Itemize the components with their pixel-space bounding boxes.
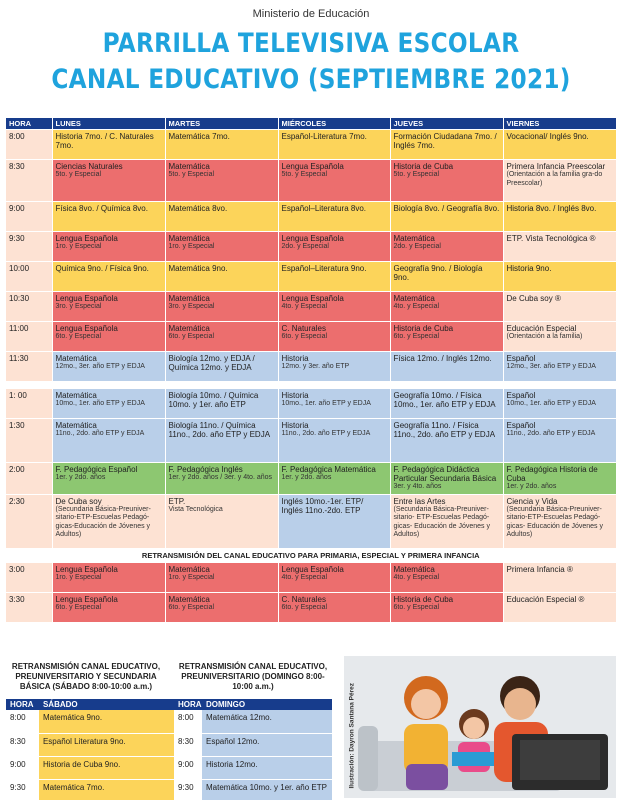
hour-cell: 11:00 <box>6 322 52 352</box>
schedule-cell <box>390 463 503 495</box>
hour-cell: 11:30 <box>6 352 52 382</box>
subject-label: Geografía 9no. / Biología 9no. <box>393 264 483 282</box>
subject-label: Física 12mo. / Inglés 12mo. <box>393 354 492 363</box>
schedule-cell <box>278 562 390 592</box>
subject-label: Matemática <box>55 354 97 363</box>
grade-label: 1er. y 2do. años <box>506 483 557 490</box>
schedule-cell <box>390 562 503 592</box>
table-row <box>6 562 616 592</box>
grade-label: 6to. y Especial <box>393 603 440 611</box>
hour-cell: 3:30 <box>6 592 52 622</box>
subject-label: Matemática <box>393 234 435 243</box>
schedule-cell <box>278 494 390 548</box>
schedule-cell <box>390 202 503 232</box>
schedule-cell <box>165 262 278 292</box>
schedule-cell <box>165 494 278 548</box>
table-row <box>6 130 616 160</box>
grade-label: 6to. y Especial <box>281 603 328 611</box>
subject-label: Lengua Española <box>281 162 344 171</box>
schedule-cell <box>165 202 278 232</box>
grade-label: 1ro. y Especial <box>55 243 102 250</box>
list-item <box>6 733 192 756</box>
subject-label: Lengua Española <box>55 564 118 574</box>
subject-label: Matemática <box>393 294 435 303</box>
schedule-cell <box>165 292 278 322</box>
column-header-2: MARTES <box>165 118 278 130</box>
table-row <box>6 262 616 292</box>
page-title-line2: CANAL EDUCATIVO (SEPTIEMBRE 2021) <box>51 64 571 95</box>
schedule-cell <box>278 160 390 202</box>
schedule-cell <box>390 389 503 419</box>
schedule-cell <box>52 494 165 548</box>
subject-label: Lengua Española <box>281 234 344 243</box>
subject-label: Historia <box>281 391 309 400</box>
subject-label: Español–Literatura 8vo. <box>281 204 366 213</box>
schedule-cell <box>52 130 165 160</box>
illustration-credit: Ilustración: Dayron Santana Pérez <box>348 683 356 789</box>
table-row <box>6 202 616 232</box>
schedule-cell <box>165 389 278 419</box>
subject-label: Matemática <box>55 391 97 400</box>
hour-cell: 1:30 <box>6 419 52 463</box>
schedule-cell <box>165 160 278 202</box>
schedule-cell <box>52 160 165 202</box>
grade-label: 5to. y Especial <box>55 171 102 178</box>
schedule-cell <box>278 262 390 292</box>
subject-label: Entre las Artes <box>393 496 446 506</box>
list-item <box>6 710 192 733</box>
hour-cell: 8:30 <box>6 160 52 202</box>
schedule-cell <box>52 292 165 322</box>
hour-cell: 8:00 <box>6 130 52 160</box>
grade-label: 11no., 2do. año ETP y EDJA <box>281 430 371 437</box>
subject-label: Biología 10mo. / Química 10mo. y 1er. año ETP <box>168 391 259 409</box>
sunday-table <box>174 699 332 800</box>
schedule-cell <box>278 592 390 622</box>
schedule-cell <box>390 232 503 262</box>
table-row <box>6 419 616 463</box>
subject-label: Historia 9no. <box>506 264 552 273</box>
schedule-cell <box>52 352 165 382</box>
grade-label: (Secundaria Básica-Preuniver-sitario-ETP-Escuelas Pedagó-gicas-Educación de Jóvenes y Adultos) <box>55 505 151 538</box>
hour-cell: 8:30 <box>174 733 202 756</box>
grade-label: 4to. y Especial <box>393 573 440 581</box>
grade-label: 6to. y Especial <box>168 603 215 611</box>
subject-label: Formación Ciudadana 7mo. / Inglés 7mo. <box>393 132 497 150</box>
subject-label: Español–Literatura 9no. <box>281 264 367 273</box>
hour-cell: 2:30 <box>6 494 52 548</box>
subject-label: Geografía 11no. / Física 11no., 2do. año ETP y EDJA <box>393 421 496 439</box>
grade-label: 4to. y Especial <box>281 573 328 581</box>
grade-label: 6to. y Especial <box>55 333 102 340</box>
table-row <box>6 160 616 202</box>
subject-label: Lengua Española <box>55 324 118 333</box>
grade-label: 5to. y Especial <box>393 171 440 178</box>
saturday-day-header: SÁBADO <box>39 699 192 710</box>
subject-label: Historia <box>281 421 309 430</box>
schedule-cell <box>390 592 503 622</box>
schedule-cell <box>165 562 278 592</box>
subject-label: Matemática 9no. <box>168 264 228 273</box>
schedule-cell <box>503 202 616 232</box>
schedule-cell <box>52 562 165 592</box>
schedule-cell <box>390 292 503 322</box>
schedule-cell <box>278 463 390 495</box>
grade-label: 4to. y Especial <box>393 303 440 310</box>
grade-label: 11no., 2do. año ETP y EDJA <box>55 430 145 437</box>
schedule-cell <box>165 322 278 352</box>
hour-cell: 2:00 <box>6 463 52 495</box>
grade-label: 12mo., 3er. año ETP y EDJA <box>506 363 596 370</box>
table-row <box>6 592 616 622</box>
schedule-cell <box>278 419 390 463</box>
grade-label: 3ro. y Especial <box>168 303 215 310</box>
hour-cell: 8:00 <box>6 710 39 733</box>
table-row <box>6 232 616 262</box>
saturday-table <box>6 699 192 800</box>
list-item <box>174 710 332 733</box>
grade-label: 1er. y 2do. años / 3er. y 4to. años <box>168 474 273 481</box>
family-illustration <box>344 656 616 798</box>
hour-cell: 8:00 <box>174 710 202 733</box>
schedule-cell <box>503 262 616 292</box>
subject-label: Historia de Cuba <box>393 324 454 333</box>
schedule-cell <box>390 419 503 463</box>
grade-label: (Secundaria Básica-Preuniver-sitario- ETP-Escuelas Pedagó-gicas- Educación de Jóvenes y Adultos) <box>393 505 490 538</box>
grade-label: 1ro. y Especial <box>55 573 102 581</box>
schedule-cell <box>503 352 616 382</box>
subject-label: Física 8vo. / Química 8vo. <box>55 204 148 213</box>
subject-label: Lengua Española <box>55 594 118 604</box>
subject-label: F. Pedagógica Didáctica Particular Secundaria Básica <box>393 465 497 483</box>
subject-label: Matemática <box>393 564 435 574</box>
column-header-1: LUNES <box>52 118 165 130</box>
retransmission-row <box>6 548 616 562</box>
subject-label: Historia de Cuba <box>393 162 454 171</box>
subject-label: Historia <box>281 354 309 363</box>
schedule-header-row <box>6 118 616 130</box>
subject-label: Lengua Española <box>281 564 344 574</box>
subject-label: Química 9no. / Física 9no. <box>55 264 149 273</box>
subject-label: Biología 11no. / Química 11no., 2do. año ETP y EDJA <box>168 421 271 439</box>
schedule-cell <box>165 232 278 262</box>
hour-cell: 3:00 <box>6 562 52 592</box>
subject-label: Historia 7mo. / C. Naturales 7mo. <box>55 132 154 150</box>
schedule-cell <box>52 389 165 419</box>
grade-label: (Orientación a la familia) <box>506 333 583 340</box>
schedule-cell <box>278 292 390 322</box>
sunday-day-header: DOMINGO <box>202 699 332 710</box>
schedule-cell <box>503 463 616 495</box>
schedule-cell <box>278 352 390 382</box>
schedule-cell <box>278 202 390 232</box>
hour-cell: 9:30 <box>6 232 52 262</box>
table-row <box>6 292 616 322</box>
list-item <box>174 756 332 779</box>
table-row <box>6 322 616 352</box>
saturday-title: RETRANSMISIÓN CANAL EDUCATIVO, PREUNIVERSITARIO Y SECUNDARIA BÁSICA (SÁBADO 8:00-10:00 a.m.) <box>11 662 161 691</box>
list-item <box>6 756 192 779</box>
subject-label: Biología 12mo. y EDJA / Química 12mo. y EDJA <box>168 354 255 372</box>
grade-label: 5to. y Especial <box>281 171 328 178</box>
table-row <box>6 352 616 382</box>
grade-label: (Secundaria Básica-Preuniver-sitario-ETP-Escuelas Pedagó-gicas- Educación de Jóvenes y Adultos) <box>506 505 603 538</box>
grade-label: 11no., 2do. año ETP y EDJA <box>506 430 596 437</box>
hour-cell: 10:00 <box>6 262 52 292</box>
grade-label: 6to. y Especial <box>393 333 440 340</box>
subject-cell: Matemática 7mo. <box>39 779 192 800</box>
subject-label: F. Pedagógica Matemática <box>281 465 376 474</box>
family-watching-tv-icon <box>344 656 616 798</box>
schedule-cell <box>503 232 616 262</box>
subject-label: Español <box>506 391 536 400</box>
grade-label: 6to. y Especial <box>55 603 102 611</box>
grade-label: 4to. y Especial <box>281 303 328 310</box>
schedule-cell <box>52 232 165 262</box>
subject-label: Educación Especial ® <box>506 594 585 604</box>
subject-label: Inglés 10mo.-1er. ETP/ Inglés 11no.-2do. ETP <box>281 496 364 515</box>
subject-label: Primera Infancia Preescolar <box>506 162 606 171</box>
list-item <box>174 733 332 756</box>
subject-label: ETP. Vista Tecnológica ® <box>506 234 596 243</box>
subject-label: Lengua Española <box>281 294 344 303</box>
subject-label: Vocacional/ Inglés 9no. <box>506 132 589 141</box>
grade-label: 1ro. y Especial <box>168 573 215 581</box>
schedule-cell <box>52 202 165 232</box>
subject-label: Biología 8vo. / Geografía 8vo. <box>393 204 500 213</box>
schedule-table <box>6 118 617 623</box>
column-header-4: JUEVES <box>390 118 503 130</box>
subject-label: De Cuba soy <box>55 496 102 506</box>
grade-label: 2do. y Especial <box>281 243 329 250</box>
grade-label: Vista Tecnológica <box>168 505 223 513</box>
schedule-cell <box>165 130 278 160</box>
schedule-cell <box>278 130 390 160</box>
table-row <box>6 389 616 419</box>
hour-cell: 8:30 <box>6 733 39 756</box>
list-item <box>6 779 192 800</box>
subject-label: Matemática 7mo. <box>168 132 230 141</box>
page-title-line1: PARRILLA TELEVISIVA ESCOLAR <box>102 28 520 59</box>
column-header-5: VIERNES <box>503 118 616 130</box>
hour-cell: 10:30 <box>6 292 52 322</box>
schedule-cell <box>503 389 616 419</box>
schedule-cell <box>503 592 616 622</box>
column-header-0: HORA <box>6 118 52 130</box>
subject-label: Lengua Española <box>55 234 118 243</box>
schedule-cell <box>52 592 165 622</box>
schedule-cell <box>165 352 278 382</box>
schedule-cell <box>390 262 503 292</box>
subject-cell: Historia 12mo. <box>202 756 332 779</box>
subject-label: C. Naturales <box>281 324 326 333</box>
subject-label: Matemática <box>168 294 210 303</box>
schedule-cell <box>503 562 616 592</box>
subject-label: Matemática <box>168 594 210 604</box>
schedule-spacer <box>6 382 616 389</box>
grade-label: 1ro. y Especial <box>168 243 215 250</box>
subject-label: Ciencia y Vida <box>506 496 558 506</box>
subject-label: Historia 8vo. / Inglés 8vo. <box>506 204 597 213</box>
subject-label: F. Pedagógica Español <box>55 465 138 474</box>
sunday-hour-header: HORA <box>174 699 202 710</box>
subject-label: Matemática <box>55 421 97 430</box>
schedule-cell <box>165 463 278 495</box>
schedule-cell <box>165 592 278 622</box>
grade-label: 12mo., 3er. año ETP y EDJA <box>55 363 145 370</box>
grade-label: 3ro. y Especial <box>55 303 102 310</box>
grade-label: 2do. y Especial <box>393 243 441 250</box>
schedule-cell <box>503 292 616 322</box>
subject-label: Educación Especial <box>506 324 577 333</box>
schedule-cell <box>503 130 616 160</box>
grade-label: 1er. y 2do. años <box>55 474 106 481</box>
subject-cell: Matemática 10mo. y 1er. año ETP <box>202 779 332 800</box>
schedule-cell <box>503 494 616 548</box>
subject-label: Matemática <box>168 234 210 243</box>
grade-label: 1er. y 2do. años <box>281 474 332 481</box>
subject-label: Español-Literatura 7mo. <box>281 132 367 141</box>
grade-label: 6to. y Especial <box>168 333 215 340</box>
schedule-cell <box>503 419 616 463</box>
grade-label: 10mo., 1er. año ETP y EDJA <box>506 400 596 407</box>
schedule-cell <box>165 419 278 463</box>
subject-label: F. Pedagógica Historia de Cuba <box>506 465 598 483</box>
grade-label: 10mo., 1er. año ETP y EDJA <box>281 400 371 407</box>
schedule-cell <box>390 352 503 382</box>
schedule-cell <box>52 463 165 495</box>
subject-label: Geografía 10mo. / Física 10mo., 1er. año ETP y EDJA <box>393 391 496 409</box>
subject-label: Ciencias Naturales <box>55 162 123 171</box>
schedule-cell <box>52 322 165 352</box>
hour-cell: 9:30 <box>6 779 39 800</box>
subject-cell: Matemática 12mo. <box>202 710 332 733</box>
schedule-cell <box>503 160 616 202</box>
sunday-title: RETRANSMISIÓN CANAL EDUCATIVO, PREUNIVERSITARIO (DOMINGO 8:00-10:00 a.m.) <box>178 662 328 691</box>
grade-label: 6to. y Especial <box>281 333 328 340</box>
subject-label: ETP. <box>168 496 186 506</box>
hour-cell: 1: 00 <box>6 389 52 419</box>
schedule-cell <box>390 160 503 202</box>
schedule-cell <box>503 322 616 352</box>
subject-label: Matemática <box>168 324 210 333</box>
hour-cell: 9:00 <box>6 202 52 232</box>
grade-label: 5to. y Especial <box>168 171 215 178</box>
subject-label: Matemática 8vo. <box>168 204 228 213</box>
list-item <box>174 779 332 800</box>
subject-label: F. Pedagógica Inglés <box>168 465 243 474</box>
hour-cell: 9:00 <box>174 756 202 779</box>
schedule-cell <box>390 494 503 548</box>
table-row <box>6 463 616 495</box>
subject-label: Historia de Cuba <box>393 594 454 604</box>
subject-label: Lengua Española <box>55 294 118 303</box>
subject-label: Español <box>506 421 536 430</box>
ministry-label: Ministerio de Educación <box>252 8 370 20</box>
hour-cell: 9:00 <box>6 756 39 779</box>
schedule-cell <box>390 130 503 160</box>
schedule-cell <box>52 419 165 463</box>
subject-label: De Cuba soy ® <box>506 294 561 303</box>
subject-cell: Español 12mo. <box>202 733 332 756</box>
grade-label: 10mo., 1er. año ETP y EDJA <box>55 400 145 407</box>
subject-label: C. Naturales <box>281 594 326 604</box>
table-row <box>6 494 616 548</box>
schedule-cell <box>278 322 390 352</box>
grade-label: 3er. y 4to. años <box>393 483 442 490</box>
column-header-3: MIÉRCOLES <box>278 118 390 130</box>
schedule-cell <box>390 322 503 352</box>
retransmission-title: RETRANSMISIÓN DEL CANAL EDUCATIVO PARA PRIMARIA, ESPECIAL Y PRIMERA INFANCIA <box>6 548 616 562</box>
subject-cell: Historia de Cuba 9no. <box>39 756 192 779</box>
schedule-cell <box>278 389 390 419</box>
subject-cell: Matemática 9no. <box>39 710 192 733</box>
subject-label: Matemática <box>168 162 210 171</box>
subject-cell: Español Literatura 9no. <box>39 733 192 756</box>
schedule-cell <box>52 262 165 292</box>
hour-cell: 9:30 <box>174 779 202 800</box>
subject-label: Primera Infancia ® <box>506 564 573 574</box>
saturday-hour-header: HORA <box>6 699 39 710</box>
subject-label: Español <box>506 354 536 363</box>
grade-label: (Orientación a la familia gra-do Preescolar) <box>506 171 603 187</box>
schedule-cell <box>278 232 390 262</box>
grade-label: 12mo. y 3er. año ETP <box>281 363 350 370</box>
subject-label: Matemática <box>168 564 210 574</box>
